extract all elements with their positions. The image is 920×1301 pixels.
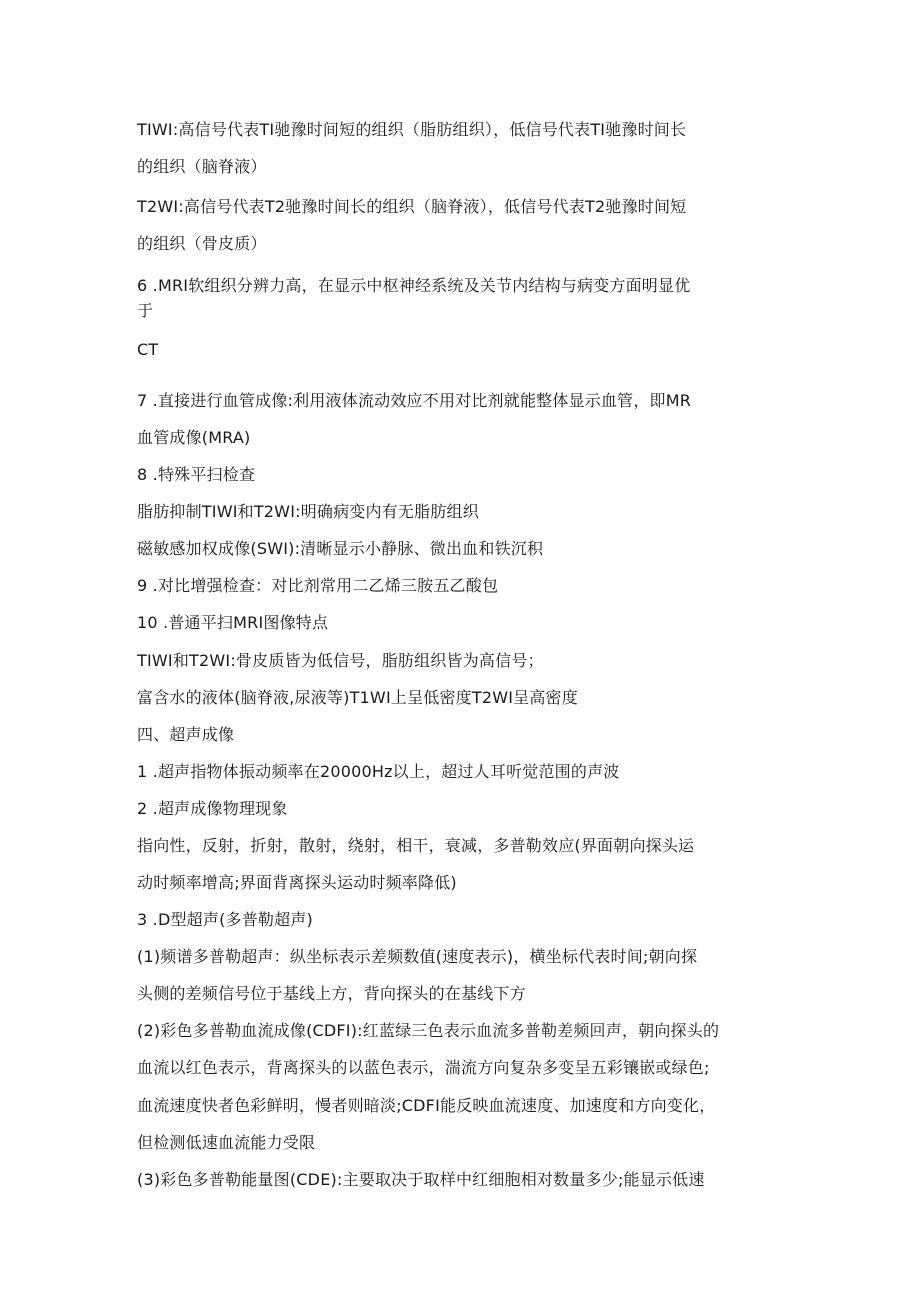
swi-line: 磁敏感加权成像(SWI):清晰显示小静脉、微出血和铁沉积 <box>137 539 544 558</box>
t1wi-t2wi-signal-line: TIWI和T2WI:骨皮质皆为低信号，脂肪组织皆为高信号； <box>137 651 544 670</box>
item-7-line-1: 7 .直接进行血管成像:利用液体流动效应不用对比剂就能整体显示血管，即MR <box>137 391 692 410</box>
cdfi-line-3: 血流速度快者色彩鲜明，慢者则暗淡;CDFI能反映血流速度、加速度和方向变化， <box>137 1096 716 1115</box>
item-8-heading: 8 .特殊平扫检查 <box>137 465 256 484</box>
cdfi-line-2: 血流以红色表示，背离探头的以蓝色表示，湍流方向复杂多变呈五彩镶嵌或绿色; <box>137 1058 710 1077</box>
t1wi-line-1: TIWI:高信号代表TI驰豫时间短的组织（脂肪组织），低信号代表TI驰豫时间长 <box>137 120 687 139</box>
item-9-line: 9 .对比增强检查：对比剂常用二乙烯三胺五乙酸包 <box>137 576 499 595</box>
spectral-doppler-line-2: 头侧的差频信号位于基线上方，背向探头的在基线下方 <box>137 984 526 1003</box>
cdfi-line-1: (2)彩色多普勒血流成像(CDFI):红蓝绿三色表示血流多普勒差频回声，朝向探头的 <box>137 1021 720 1040</box>
ultrasound-item-3: 3 .D型超声(多普勒超声) <box>137 910 313 929</box>
water-fluid-line: 富含水的液体(脑脊液,尿液等)T1WI上呈低密度T2WI呈高密度 <box>137 688 578 707</box>
item-10-heading: 10 .普通平扫MRI图像特点 <box>137 613 329 632</box>
item-6-line-1: 6 .MRI软组织分辨力高，在显示中枢神经系统及关节内结构与病变方面明显优 <box>137 276 691 295</box>
cde-line-1: (3)彩色多普勒能量图(CDE):主要取决于取样中红细胞相对数量多少;能显示低速 <box>137 1170 705 1189</box>
fat-suppression-line: 脂肪抑制TIWI和T2WI:明确病变内有无脂肪组织 <box>137 502 479 521</box>
item-7-line-2: 血管成像(MRA) <box>137 428 251 447</box>
t2wi-line-2: 的组织（骨皮质） <box>137 234 267 253</box>
item-6-line-3: CT <box>137 340 159 359</box>
cdfi-line-4: 但检测低速血流能力受限 <box>137 1133 316 1152</box>
t1wi-line-2: 的组织（脑脊液） <box>137 157 267 176</box>
section-4-heading: 四、超声成像 <box>137 725 235 744</box>
item-6-line-2: 于 <box>137 301 154 320</box>
physics-line-2: 动时频率增高;界面背离探头运动时频率降低) <box>137 873 457 892</box>
ultrasound-item-1: 1 .超声指物体振动频率在20000Hz以上，超过人耳听觉范围的声波 <box>137 762 620 781</box>
t2wi-line-1: T2WI:高信号代表T2驰豫时间长的组织（脑脊液），低信号代表T2驰豫时间短 <box>137 197 687 216</box>
spectral-doppler-line-1: (1)频谱多普勒超声：纵坐标表示差频数值(速度表示)，横坐标代表时间;朝向探 <box>137 947 698 966</box>
physics-line-1: 指向性，反射，折射，散射，绕射，相干，衰减，多普勒效应(界面朝向探头运 <box>137 836 695 855</box>
ultrasound-item-2: 2 .超声成像物理现象 <box>137 799 288 818</box>
